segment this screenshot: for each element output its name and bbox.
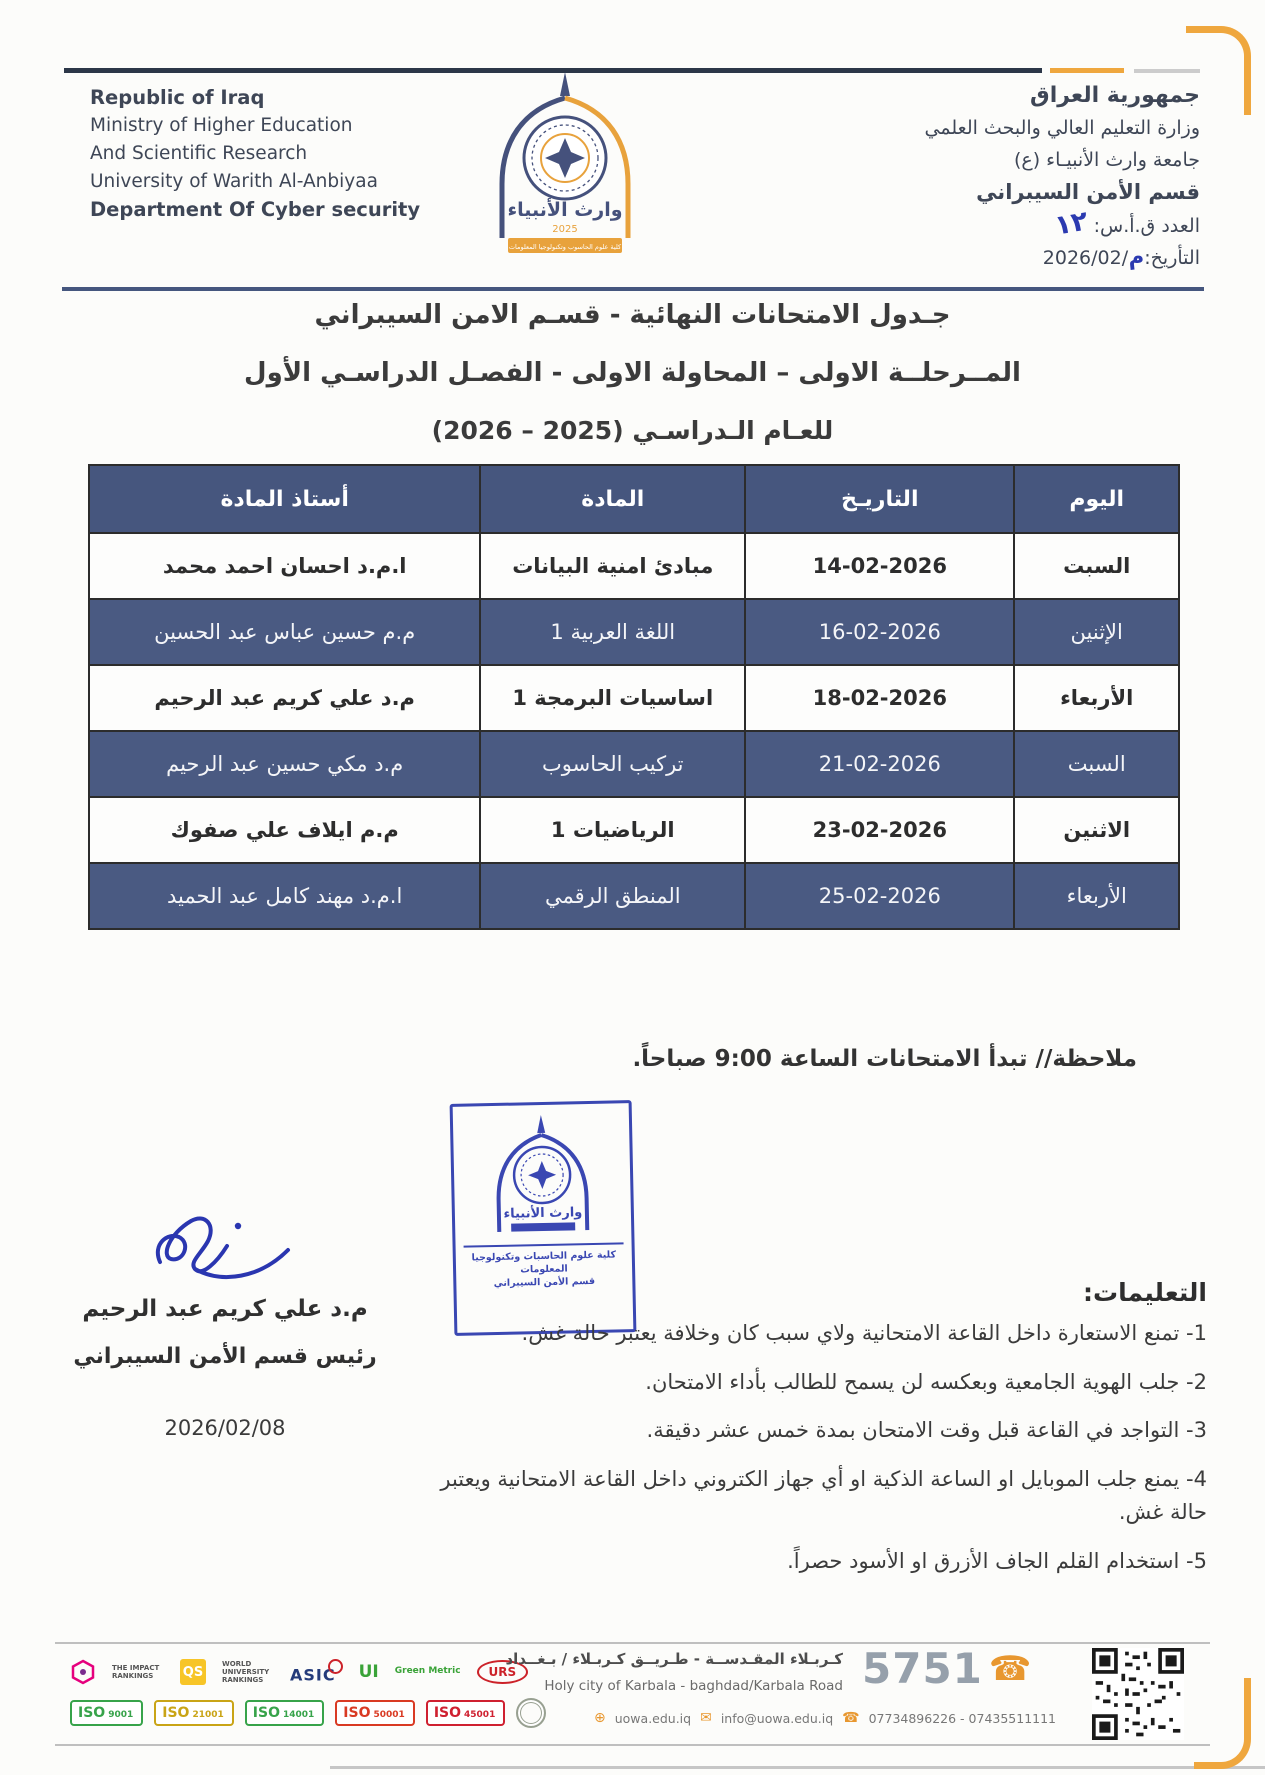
cell-date: 23-02-2026: [745, 797, 1014, 863]
signature-date: 2026/02/08: [164, 1416, 286, 1440]
cell-instructor: م.م حسين عباس عبد الحسين: [89, 599, 480, 665]
cell-subject: تركيب الحاسوب: [480, 731, 745, 797]
col-header-date: التاريـخ: [745, 465, 1014, 533]
exam-start-note: ملاحظة// تبدأ الامتحانات الساعة 9:00 صباحاً.: [632, 1046, 1137, 1072]
exam-schedule-table-wrap: [88, 464, 1180, 930]
qs-rankings-label: WORLD UNIVERSITY RANKINGS: [222, 1660, 270, 1684]
letterhead-ministry-en-2: And Scientific Research: [90, 143, 308, 164]
impact-rankings-label: THE IMPACT RANKINGS: [112, 1664, 160, 1680]
letterhead-country-en: Republic of Iraq: [90, 86, 265, 109]
table-row: [89, 533, 1179, 599]
letterhead-country-ar: جمهورية العراق: [1030, 83, 1200, 108]
table-row: [89, 665, 1179, 731]
cell-date: 14-02-2026: [745, 533, 1014, 599]
cell-date: 21-02-2026: [745, 731, 1014, 797]
phones-text: 07734896226 - 07435511111: [868, 1710, 1057, 1726]
cell-subject: مبادئ امنية البيانات: [480, 533, 745, 599]
handwritten-document-number: ١٢: [1052, 205, 1090, 242]
phone-icon: ☎: [988, 1648, 1032, 1689]
col-header-subject: المادة: [480, 465, 745, 533]
address-english: Holy city of Karbala - baghdad/Karbala Road: [544, 1678, 843, 1694]
hotline-number: 5751: [862, 1644, 983, 1693]
footer-rule-bottom: [55, 1744, 1210, 1746]
cell-day: السبت: [1014, 533, 1179, 599]
letterhead-ministry-ar: وزارة التعليم العالي والبحث العلمي: [924, 117, 1200, 139]
greenmetric-icon: UI: [358, 1662, 379, 1682]
iso-badge: ISO 9001: [70, 1700, 143, 1726]
table-row: [89, 731, 1179, 797]
letterhead-arabic: [925, 80, 1200, 274]
signer-title: رئيس قسم الأمن السيبراني: [73, 1344, 377, 1369]
table-row: [89, 797, 1179, 863]
email-text: info@uowa.edu.iq: [720, 1710, 834, 1726]
greenmetric-label: Green Metric: [394, 1666, 461, 1677]
stamp-emblem-text: وارث الأنبياء: [503, 1205, 583, 1222]
letterhead-university-ar: جامعة وارث الأنبيـاء (ع): [1013, 149, 1200, 171]
cell-day: السبت: [1014, 731, 1179, 797]
stage-subtitle: المــرحلــة الاولى – المحاولة الاولى - الفصـل الدراسـي الأول: [244, 358, 1021, 388]
hotline-block: [862, 1644, 1031, 1693]
phone-icon: ☎: [842, 1710, 860, 1726]
letterhead-ministry-en-1: Ministry of Higher Education: [90, 115, 353, 136]
cell-instructor: م.د مكي حسين عبد الرحيم: [89, 731, 480, 797]
globe-icon: ⊕: [594, 1710, 606, 1726]
header-separator: [62, 287, 1204, 291]
asic-ring-icon: [328, 1659, 343, 1674]
contact-line: [594, 1710, 1056, 1726]
academic-year-subtitle: للعـام الـدراسـي (2025 – 2026): [431, 416, 834, 445]
university-emblem-icon: [478, 70, 653, 262]
handwritten-date-mark: م: [1126, 244, 1146, 271]
cell-day: الاثنين: [1014, 797, 1179, 863]
cell-date: 16-02-2026: [745, 599, 1014, 665]
instructions-heading: التعليمات:: [1083, 1278, 1207, 1307]
letterhead-english: [90, 84, 420, 224]
website-text: uowa.edu.iq: [614, 1710, 692, 1726]
cell-instructor: ا.م.د مهند كامل عبد الحميد: [89, 863, 480, 929]
table-row: [89, 599, 1179, 665]
instructions-section: [429, 1278, 1207, 1594]
stamp-emblem-icon: [481, 1112, 604, 1242]
document-date-value: /2026/02: [1042, 247, 1129, 269]
iso-badge: ISO 14001: [245, 1700, 325, 1726]
exam-schedule-table: [88, 464, 1180, 930]
asic-logo: ASIC: [290, 1659, 343, 1684]
footer-rule-top: [55, 1642, 1210, 1644]
accreditation-seal-icon: [516, 1698, 546, 1728]
document-number-label: العدد ق.أ.س:: [1093, 215, 1200, 237]
cell-instructor: ا.م.د احسان احمد محمد: [89, 533, 480, 599]
letterhead-department-en: Department Of Cyber security: [90, 198, 421, 221]
email-icon: ✉: [700, 1710, 712, 1726]
cell-day: الأربعاء: [1014, 665, 1179, 731]
instruction-item: 4- يمنع جلب الموبايل او الساعة الذكية او أي جهاز الكتروني داخل القاعة الامتحانية ويعتبر حالة غش.: [440, 1466, 1207, 1525]
iso-badge: ISO 45001: [426, 1700, 506, 1726]
iso-badge: ISO 21001: [154, 1700, 234, 1726]
rankings-logo-row: [70, 1650, 528, 1694]
cell-date: 25-02-2026: [745, 863, 1014, 929]
schedule-title: جـدول الامتحانات النهائية - قسـم الامن السيبراني: [314, 300, 951, 330]
iso-badge: ISO 50001: [335, 1700, 415, 1726]
cell-instructor: م.م ايلاف علي صفوك: [89, 797, 480, 863]
iso-badge-row: [70, 1698, 546, 1728]
cell-subject: اساسيات البرمجة 1: [480, 665, 745, 731]
page-bottom-edge: [330, 1766, 1265, 1769]
instruction-item: 2- جلب الهوية الجامعية وبعكسه لن يسمح للطالب بأداء الامتحان.: [645, 1369, 1207, 1394]
cell-instructor: م.د علي كريم عبد الرحيم: [89, 665, 480, 731]
col-header-instructor: أستاذ المادة: [89, 465, 480, 533]
address-arabic: كـربـلاء المقـدســة - طـريــق كـربـلاء / بـغــداد: [505, 1650, 843, 1668]
document-number-line: [925, 205, 1200, 242]
impact-rankings-icon: [70, 1659, 96, 1685]
table-row: [89, 863, 1179, 929]
emblem-year: 2025: [552, 224, 578, 235]
instruction-item: 1- تمنع الاستعارة داخل القاعة الامتحانية ولاي سبب كان وخلافة يعتبر حالة غش.: [521, 1321, 1207, 1345]
col-header-day: اليوم: [1014, 465, 1179, 533]
stamp-department-line: قسم الأمن السيبراني: [493, 1275, 596, 1290]
document-date-line: [925, 242, 1200, 274]
qs-icon: QS: [180, 1659, 206, 1685]
cell-day: الأربعاء: [1014, 863, 1179, 929]
instruction-item: 5- استخدام القلم الجاف الأزرق او الأسود حصراً.: [787, 1548, 1207, 1573]
signer-name: م.د علي كريم عبد الرحيم: [82, 1296, 368, 1322]
qr-code: [1092, 1648, 1184, 1740]
table-header-row: [89, 465, 1179, 533]
signature-icon: [138, 1188, 328, 1298]
emblem-banner: كلية علوم الحاسوب وتكنولوجيا المعلومات: [508, 243, 622, 251]
cell-subject: الرياضيات 1: [480, 797, 745, 863]
cell-date: 18-02-2026: [745, 665, 1014, 731]
document-date-label: التأريخ:: [1144, 247, 1200, 269]
cell-day: الإثنين: [1014, 599, 1179, 665]
cell-subject: المنطق الرقمي: [480, 863, 745, 929]
instruction-item: 3- التواجد في القاعة قبل وقت الامتحان بمدة خمس عشر دقيقة.: [646, 1418, 1207, 1443]
letterhead-department-ar: قسم الأمن السيبراني: [976, 180, 1200, 204]
stamp-college-line: كلية علوم الحاسبات وتكنولوجيا المعلومات: [471, 1249, 617, 1276]
top-rule-orange: [1050, 68, 1124, 73]
urs-logo: URS: [477, 1660, 529, 1684]
letterhead-university-en: University of Warith Al-Anbiyaa: [90, 171, 378, 192]
corner-decoration-bottom-right: [1194, 1678, 1251, 1769]
emblem-arabic-name: وارث الأنبياء: [507, 199, 623, 221]
cell-subject: اللغة العربية 1: [480, 599, 745, 665]
